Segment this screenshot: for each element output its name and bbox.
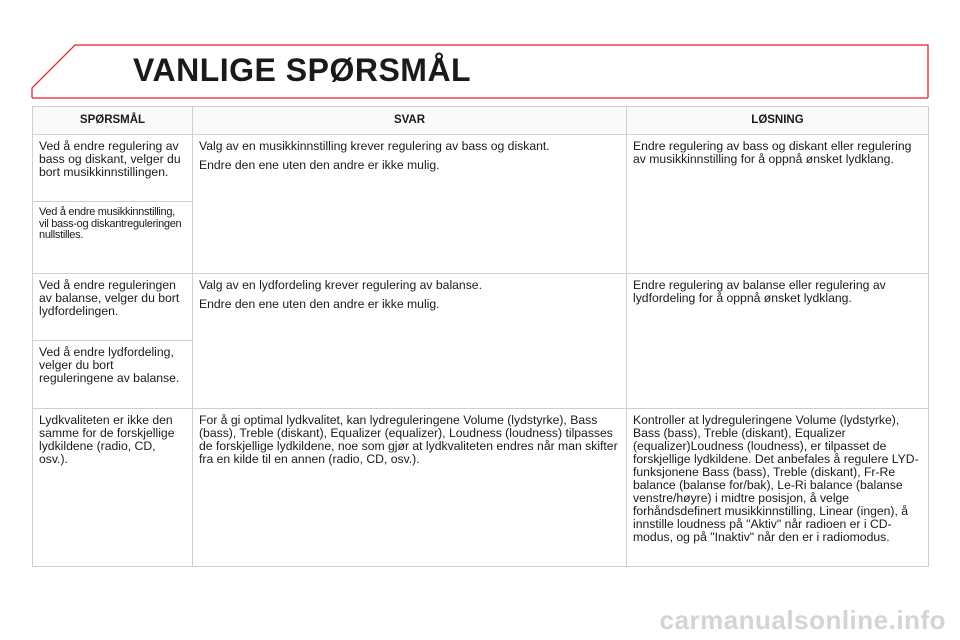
table-row: [33, 135, 929, 202]
column-header-solution: LØSNING: [627, 107, 929, 135]
answer-cell: [193, 274, 627, 409]
answer-text: Valg av en lydfordeling krever regulering av balanse.: [199, 278, 482, 292]
question-cell: [33, 274, 193, 341]
solution-cell: [627, 274, 929, 409]
question-cell: [33, 202, 193, 274]
answer-text: Endre den ene uten den andre er ikke mulig.: [199, 297, 440, 311]
column-header-question: SPØRSMÅL: [33, 107, 193, 135]
answer-cell: [193, 409, 627, 567]
watermark: carmanualsonline.info: [659, 605, 946, 635]
answer-cell: [193, 135, 627, 274]
question-cell: [33, 341, 193, 409]
question-text: Ved å endre lydfordeling, velger du bort reguleringene av balanse.: [39, 345, 180, 385]
question-text: Ved å endre regulering av bass og diskant, velger du bort musikkinnstillingen.: [39, 139, 181, 179]
solution-text: Kontroller at lydreguleringene Volume (lydstyrke), Bass (bass), Treble (diskant), Equalizer (equalizer)Loudness (loudness), er tilpasset de forskjellige lydkildene. Det anbefales å regulere LYD-funksjonene Bass (bass), Treble (diskant), Fr-Re balance (balanse for/bak), Le-Ri balance (balanse venstre/høyre) i midtre posisjon, å velge forhåndsdefinert musikkinnstilling, Linear (ingen), å innstille loudness på "Aktiv" når radioen er i CD-modus, og på "Inaktiv" når den er i radiomodus.: [633, 413, 919, 544]
table-row: [33, 274, 929, 341]
page-title: VANLIGE SPØRSMÅL: [133, 52, 472, 88]
answer-text: Valg av en musikkinnstilling krever regulering av bass og diskant.: [199, 139, 550, 153]
answer-text: Endre den ene uten den andre er ikke mulig.: [199, 158, 440, 172]
solution-text: Endre regulering av bass og diskant eller regulering av musikkinnstilling for å oppnå ønsket lydklang.: [633, 139, 912, 166]
table-header-row: [33, 107, 929, 135]
question-cell: [33, 135, 193, 202]
answer-text: For å gi optimal lydkvalitet, kan lydreguleringene Volume (lydstyrke), Bass (bass), Treble (diskant), Equalizer (equalizer), Loudness (loudness) tilpasses de forskjellige lydkildene, noe som gjør at lydkvaliteten endres når man skifter fra en kilde til en annen (radio, CD, osv.).: [199, 413, 618, 466]
question-text: Ved å endre musikkinnstilling, vil bass-og diskantreguleringen nullstilles.: [39, 206, 182, 241]
solution-text: Endre regulering av balanse eller regulering av lydfordeling for å oppnå ønsket lydklang.: [633, 278, 886, 305]
question-text: Ved å endre reguleringen av balanse, velger du bort lydfordelingen.: [39, 278, 180, 318]
solution-cell: [627, 409, 929, 567]
question-text: Lydkvaliteten er ikke den samme for de forskjellige lydkildene (radio, CD, osv.).: [39, 413, 175, 466]
column-header-answer: SVAR: [193, 107, 627, 135]
table-row: [33, 409, 929, 567]
question-cell: [33, 409, 193, 567]
solution-cell: [627, 135, 929, 274]
faq-table: [32, 106, 929, 567]
